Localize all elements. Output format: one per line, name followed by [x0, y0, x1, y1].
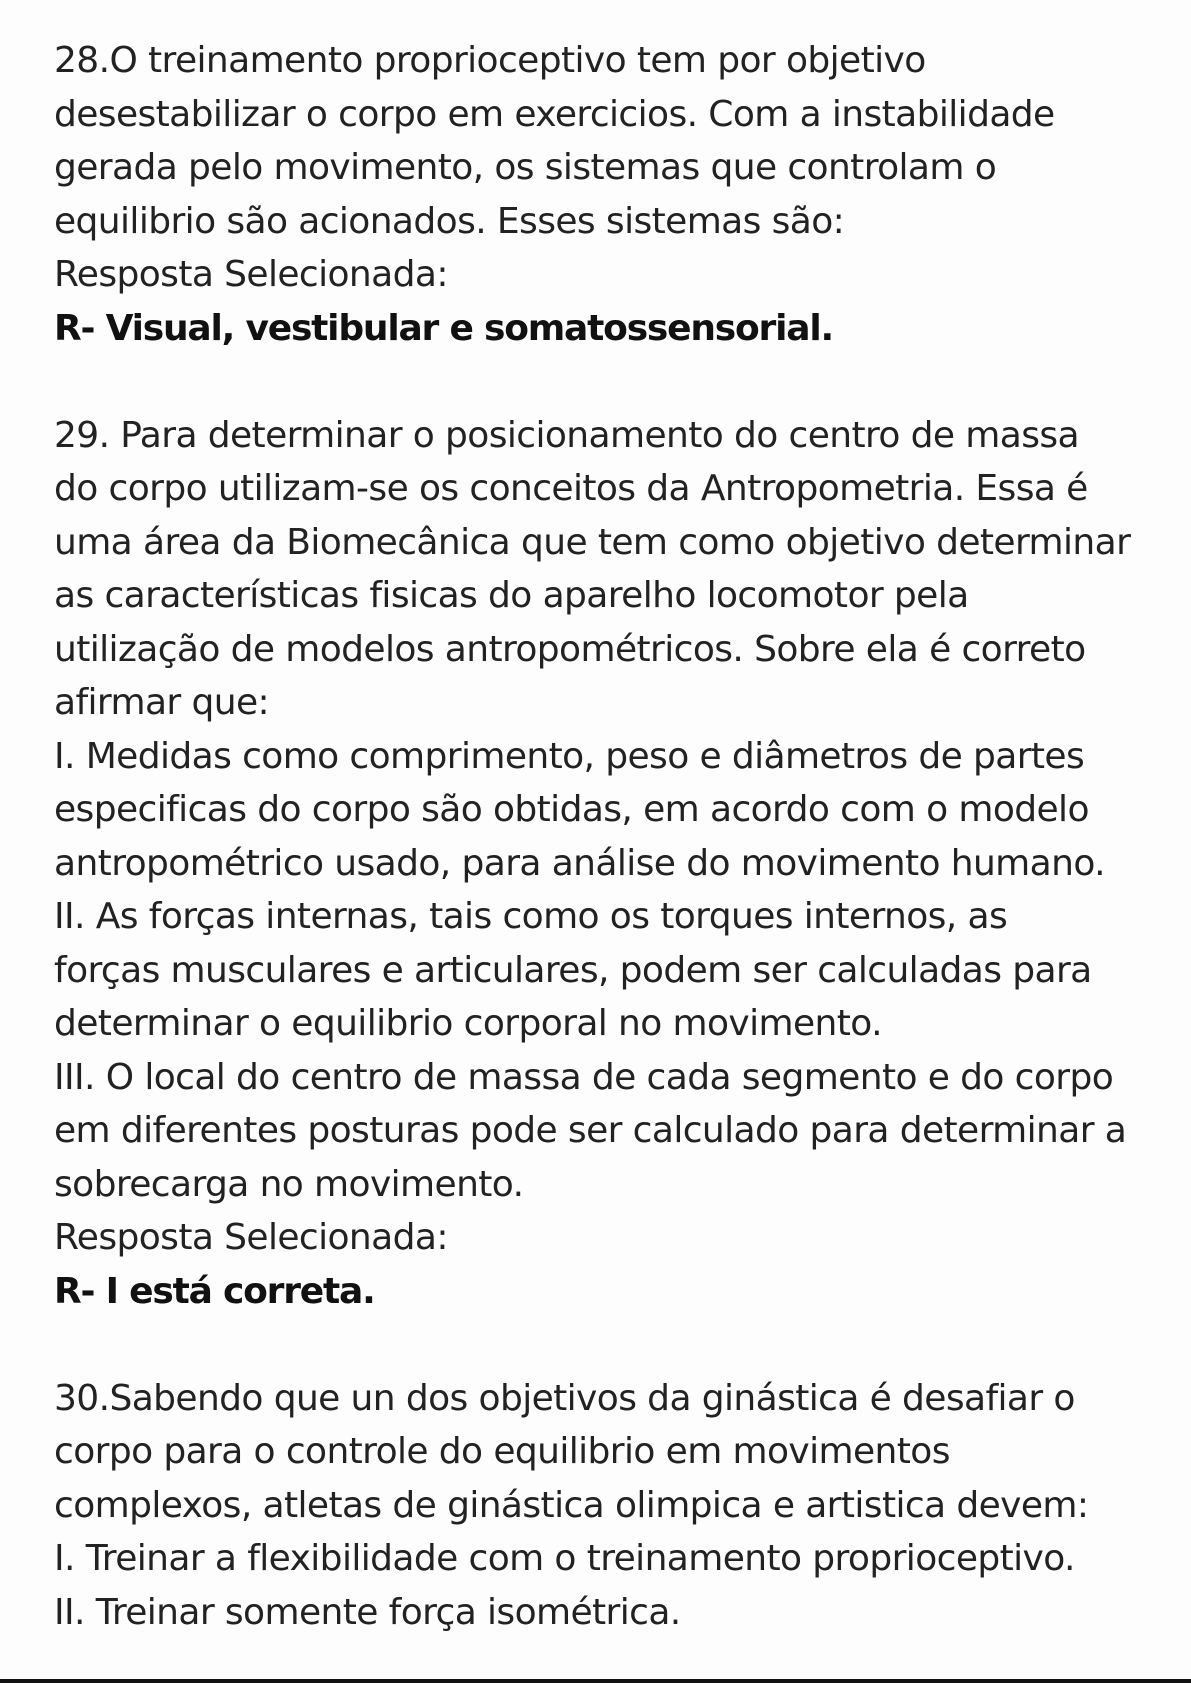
selected-answer-label: Resposta Selecionada:: [54, 254, 448, 295]
statement-line: especificas do corpo são obtidas, em acordo com o modelo: [54, 789, 1089, 830]
statement-line: sobrecarga no movimento.: [54, 1163, 524, 1205]
question-text-line: equilibrio são acionados. Esses sistemas são:: [54, 200, 845, 242]
spacer: [54, 355, 1164, 409]
statement-line: III. O local do centro de massa de cada segmento e do corpo: [54, 1056, 1114, 1098]
document-page: [54, 34, 1164, 1639]
statement-line: I. Medidas como comprimento, peso e diâmetros de partes: [54, 735, 1085, 777]
question-30: [54, 1372, 1164, 1640]
statement-line: determinar o equilibrio corporal no movimento.: [54, 1003, 882, 1044]
question-28: [54, 34, 1164, 355]
spacer: [54, 1318, 1164, 1372]
question-text-line: utilização de modelos antropométricos. Sobre ela é correto: [54, 628, 1086, 670]
bottom-edge-bar: [0, 1679, 1191, 1683]
statement-line: forças musculares e articulares, podem ser calculadas para: [54, 949, 1092, 991]
question-text-line: afirmar que:: [54, 682, 270, 723]
statement-line: I. Treinar a flexibilidade com o treinamento proprioceptivo.: [54, 1538, 1075, 1579]
statement-line: em diferentes posturas pode ser calculado para determinar a: [54, 1110, 1127, 1151]
selected-answer: R- Visual, vestibular e somatossensorial.: [54, 307, 833, 349]
question-text-line: corpo para o controle do equilibrio em movimentos: [54, 1431, 950, 1472]
question-text-line: as características fisicas do aparelho locomotor pela: [54, 575, 969, 616]
question-29: [54, 409, 1164, 1319]
question-text-line: desestabilizar o corpo em exercicios. Com a instabilidade: [54, 93, 1055, 135]
selected-answer-label: Resposta Selecionada:: [54, 1217, 448, 1258]
question-text-line: complexos, atletas de ginástica olimpica e artistica devem:: [54, 1484, 1089, 1526]
statement-line: II. As forças internas, tais como os torques internos, as: [54, 896, 1008, 937]
question-text-line: do corpo utilizam-se os conceitos da Antropometria. Essa é: [54, 468, 1088, 509]
question-text-line: gerada pelo movimento, os sistemas que controlam o: [54, 147, 997, 188]
question-text-line: uma área da Biomecânica que tem como objetivo determinar: [54, 521, 1131, 563]
question-text-line: 30.Sabendo que un dos objetivos da ginástica é desafiar o: [54, 1377, 1075, 1419]
question-text-line: 29. Para determinar o posicionamento do centro de massa: [54, 414, 1080, 456]
selected-answer: R- I está correta.: [54, 1270, 375, 1312]
question-text-line: 28.O treinamento proprioceptivo tem por objetivo: [54, 40, 926, 81]
statement-line: antropométrico usado, para análise do movimento humano.: [54, 842, 1105, 884]
statement-line: II. Treinar somente força isométrica.: [54, 1591, 681, 1633]
